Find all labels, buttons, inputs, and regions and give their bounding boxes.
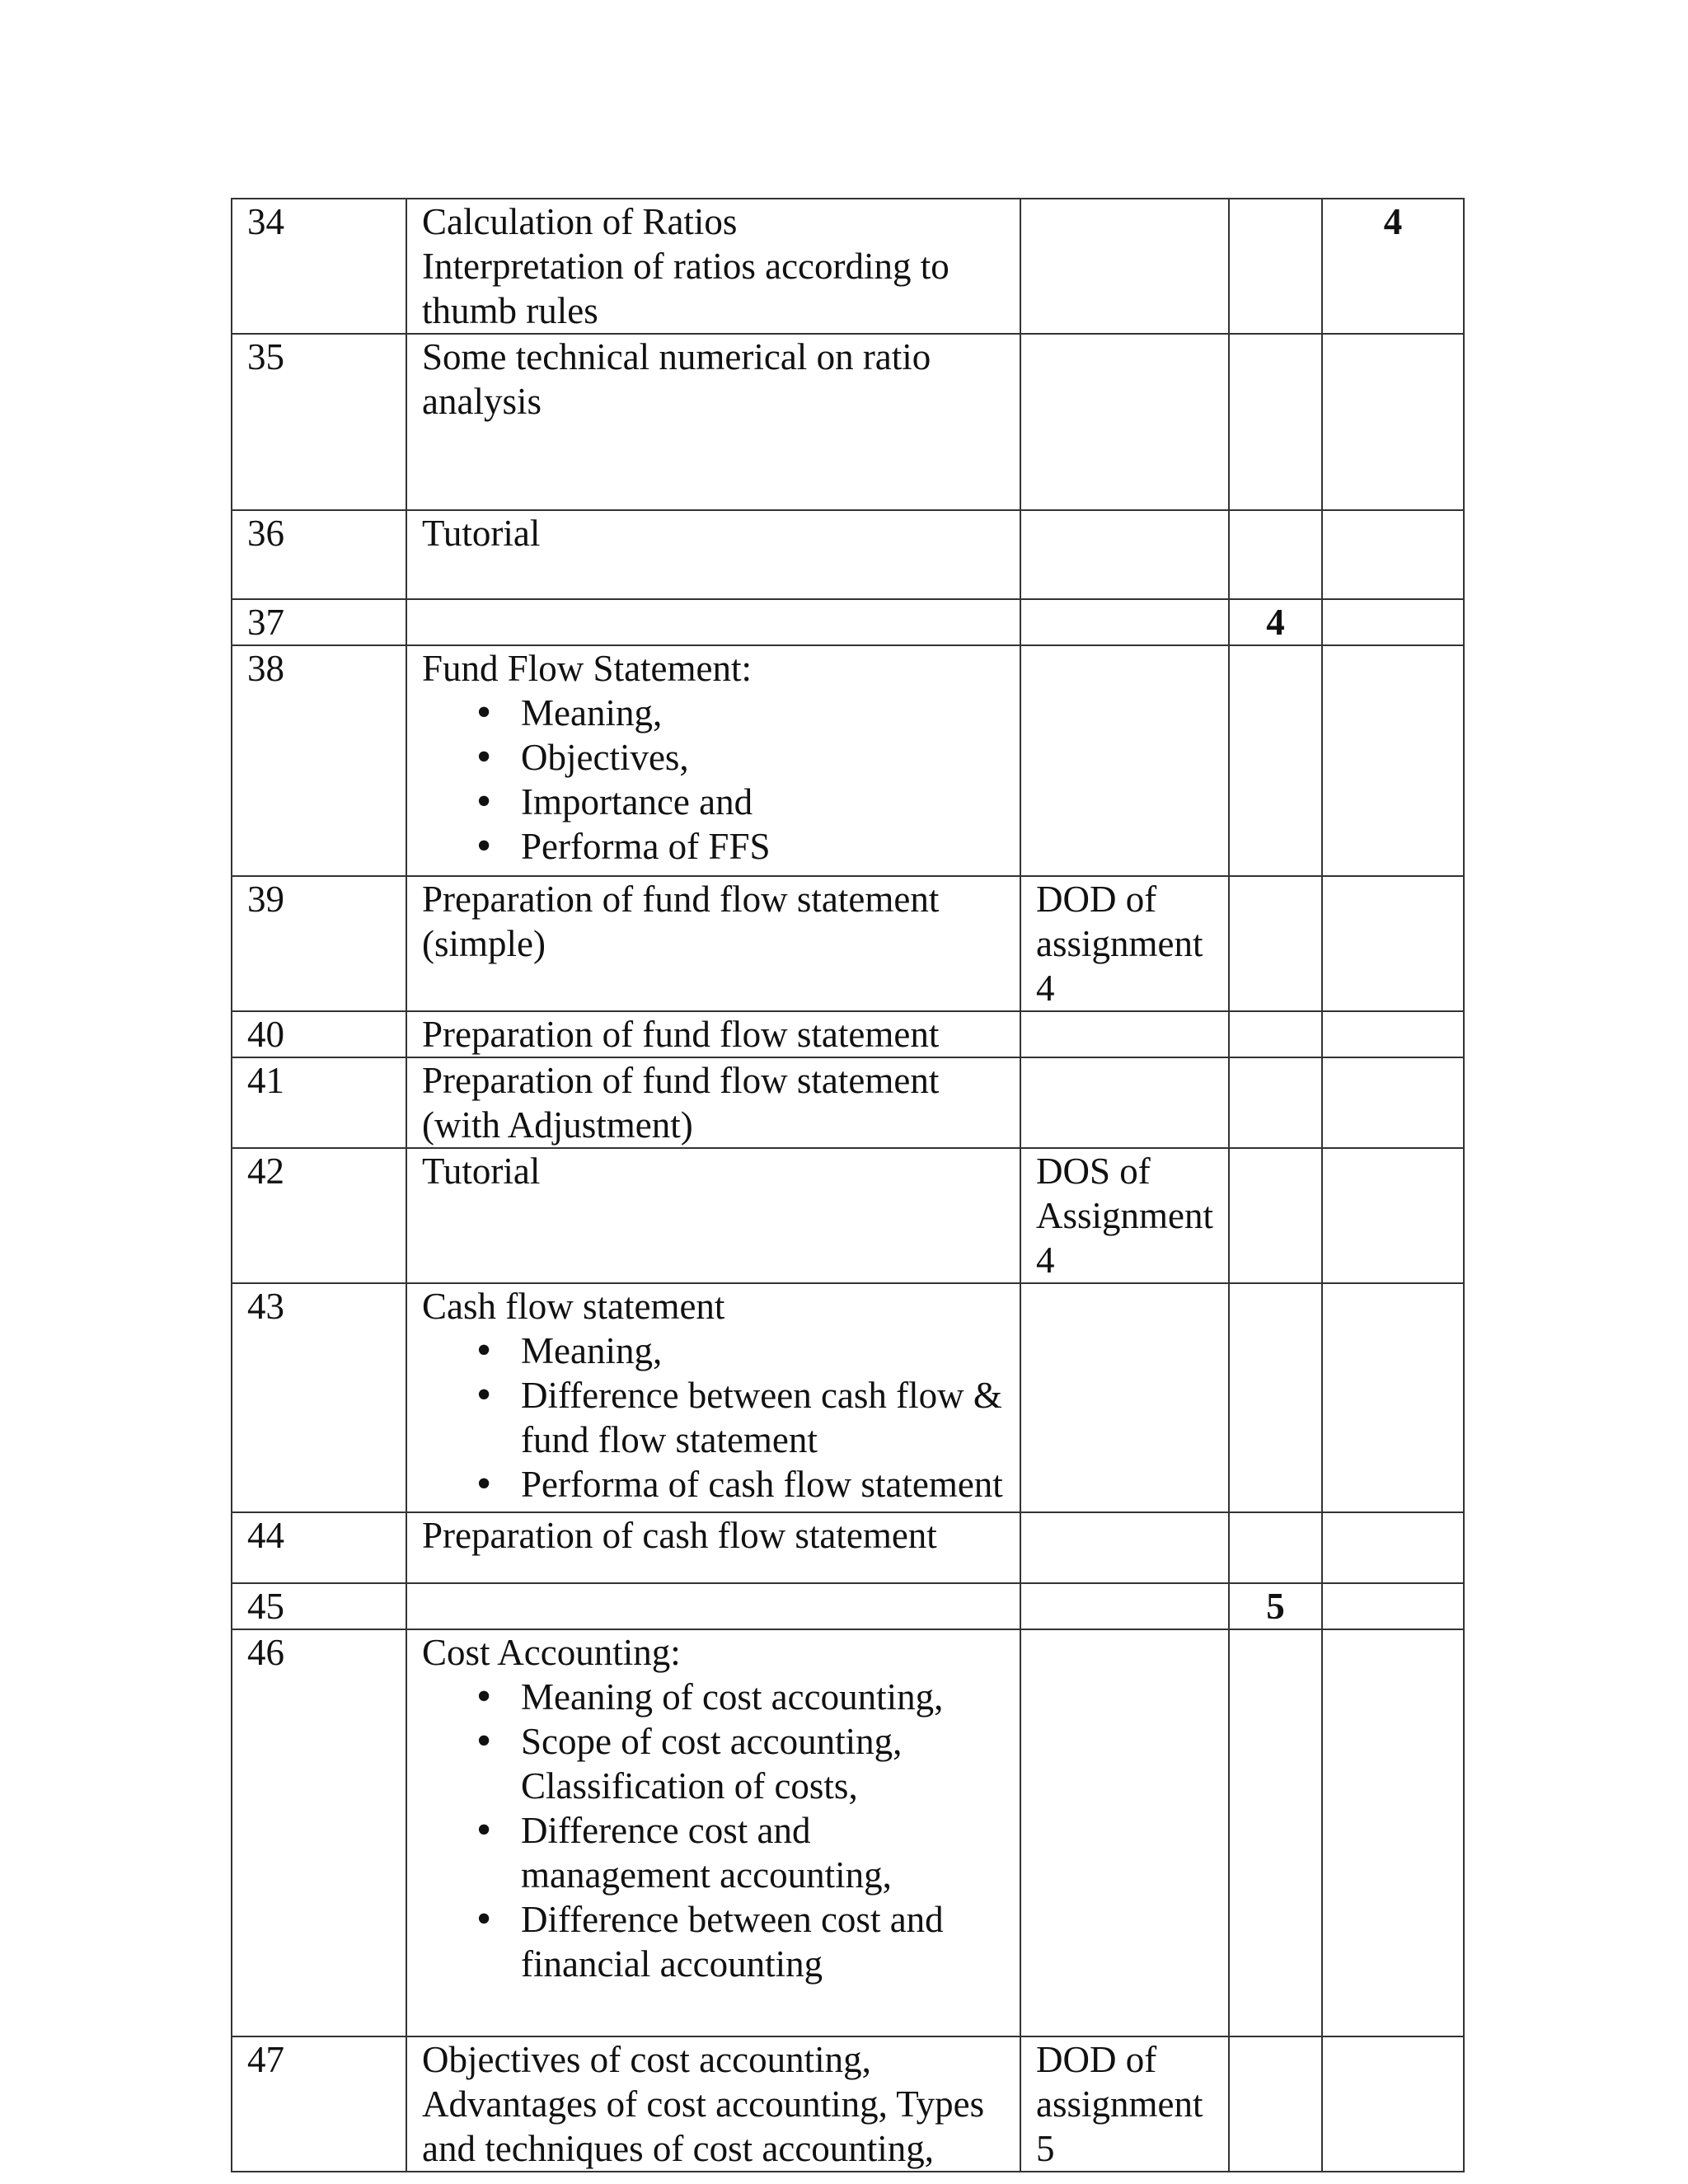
- table-row: [232, 1148, 1464, 1283]
- topic-text: Calculation of Ratios: [422, 201, 738, 242]
- assignment-cell: DOD of assignment 4: [1020, 876, 1229, 1011]
- topic-bullet-list: [422, 1675, 1005, 1986]
- topic-cell: [406, 2036, 1020, 2172]
- topic-text: Preparation of fund flow statement (with Adjustment): [422, 1060, 940, 1146]
- unit-cell: [1229, 1629, 1322, 2036]
- lecture-number-cell: 45: [232, 1583, 406, 1629]
- marker-cell: [1322, 334, 1464, 510]
- assignment-cell: [1020, 1057, 1229, 1148]
- lecture-number-cell: 34: [232, 199, 406, 334]
- topic-text: Cost Accounting:: [422, 1632, 681, 1673]
- unit-cell: [1229, 199, 1322, 334]
- unit-cell: [1229, 1512, 1322, 1583]
- topic-text: Preparation of cash flow statement: [422, 1515, 937, 1556]
- topic-bullet-item: • Performa of cash flow statement: [422, 1462, 1005, 1507]
- topic-bullet-list: [422, 691, 1005, 869]
- topic-text: Interpretation of ratios according to thumb rules: [422, 246, 950, 331]
- topic-cell: [406, 510, 1020, 599]
- marker-cell: [1322, 1583, 1464, 1629]
- marker-cell: [1322, 1629, 1464, 2036]
- topic-bullet-item: • Meaning,: [422, 1329, 1005, 1373]
- table-row: [232, 645, 1464, 876]
- assignment-cell: [1020, 599, 1229, 645]
- marker-cell: [1322, 1011, 1464, 1057]
- unit-cell: [1229, 510, 1322, 599]
- topic-cell: [406, 199, 1020, 334]
- table-row: [232, 1583, 1464, 1629]
- unit-cell: [1229, 2036, 1322, 2172]
- topic-bullet-item: • Difference cost and management accounting,: [422, 1808, 1005, 1897]
- lecture-number-cell: 39: [232, 876, 406, 1011]
- unit-cell: [1229, 1283, 1322, 1512]
- unit-cell: [1229, 1057, 1322, 1148]
- marker-cell: [1322, 1512, 1464, 1583]
- topic-cell: [406, 599, 1020, 645]
- table-row: [232, 599, 1464, 645]
- table-row: [232, 510, 1464, 599]
- lecture-number-cell: 43: [232, 1283, 406, 1512]
- lecture-number-cell: 40: [232, 1011, 406, 1057]
- unit-cell: [1229, 1011, 1322, 1057]
- lecture-number-cell: 41: [232, 1057, 406, 1148]
- unit-cell: [1229, 645, 1322, 876]
- topic-bullet-item: • Importance and: [422, 780, 1005, 824]
- table-row: [232, 1512, 1464, 1583]
- assignment-cell: [1020, 1583, 1229, 1629]
- topic-text: Some technical numerical on ratio analysis: [422, 336, 931, 422]
- topic-cell: [406, 1011, 1020, 1057]
- topic-bullet-item: • Difference between cash flow & fund flow statement: [422, 1373, 1005, 1462]
- table-row: [232, 1629, 1464, 2036]
- marker-cell: [1322, 510, 1464, 599]
- topic-text: Tutorial: [422, 513, 541, 554]
- unit-cell: [1229, 1148, 1322, 1283]
- marker-cell: [1322, 876, 1464, 1011]
- table-row: [232, 1057, 1464, 1148]
- marker-cell: [1322, 1057, 1464, 1148]
- marker-cell: 4: [1322, 199, 1464, 334]
- table-body: [232, 199, 1464, 2172]
- unit-cell: 4: [1229, 599, 1322, 645]
- lecture-number-cell: 35: [232, 334, 406, 510]
- table-row: [232, 1011, 1464, 1057]
- topic-cell: [406, 1583, 1020, 1629]
- topic-cell: [406, 645, 1020, 876]
- topic-text: Cash flow statement: [422, 1286, 725, 1327]
- marker-cell: [1322, 1148, 1464, 1283]
- topic-text: Tutorial: [422, 1151, 541, 1192]
- table-row: [232, 199, 1464, 334]
- marker-cell: [1322, 2036, 1464, 2172]
- topic-cell: [406, 1512, 1020, 1583]
- lecture-plan-table: [231, 198, 1465, 2172]
- topic-cell: [406, 876, 1020, 1011]
- topic-text: Preparation of fund flow statement (simple): [422, 879, 940, 964]
- topic-bullet-item: • Objectives,: [422, 735, 1005, 780]
- unit-cell: [1229, 876, 1322, 1011]
- unit-cell: 5: [1229, 1583, 1322, 1629]
- assignment-cell: [1020, 510, 1229, 599]
- lecture-number-cell: 37: [232, 599, 406, 645]
- topic-cell: [406, 1057, 1020, 1148]
- lecture-number-cell: 46: [232, 1629, 406, 2036]
- lecture-number-cell: 47: [232, 2036, 406, 2172]
- assignment-cell: [1020, 1011, 1229, 1057]
- topic-bullet-item: • Meaning,: [422, 691, 1005, 735]
- topic-bullet-list: [422, 1329, 1005, 1507]
- assignment-cell: [1020, 199, 1229, 334]
- topic-bullet-item: • Performa of FFS: [422, 824, 1005, 869]
- assignment-cell: DOS of Assignment 4: [1020, 1148, 1229, 1283]
- marker-cell: [1322, 645, 1464, 876]
- lecture-number-cell: 38: [232, 645, 406, 876]
- assignment-cell: [1020, 1512, 1229, 1583]
- topic-bullet-item: • Difference between cost and financial accounting: [422, 1897, 1005, 1986]
- marker-cell: [1322, 599, 1464, 645]
- unit-cell: [1229, 334, 1322, 510]
- topic-cell: [406, 1148, 1020, 1283]
- table-row: [232, 876, 1464, 1011]
- table-row: [232, 1283, 1464, 1512]
- topic-cell: [406, 1283, 1020, 1512]
- topic-text: Preparation of fund flow statement: [422, 1014, 940, 1055]
- topic-bullet-item: • Scope of cost accounting, Classification of costs,: [422, 1719, 1005, 1808]
- lecture-number-cell: 36: [232, 510, 406, 599]
- topic-cell: [406, 1629, 1020, 2036]
- marker-cell: [1322, 1283, 1464, 1512]
- topic-cell: [406, 334, 1020, 510]
- topic-bullet-item: • Meaning of cost accounting,: [422, 1675, 1005, 1719]
- assignment-cell: [1020, 1283, 1229, 1512]
- assignment-cell: DOD of assignment 5: [1020, 2036, 1229, 2172]
- table-row: [232, 2036, 1464, 2172]
- topic-text: Objectives of cost accounting, Advantages of cost accounting, Types and techniques of cost accounting,: [422, 2039, 985, 2169]
- assignment-cell: [1020, 334, 1229, 510]
- lecture-number-cell: 42: [232, 1148, 406, 1283]
- assignment-cell: [1020, 1629, 1229, 2036]
- topic-text: Fund Flow Statement:: [422, 648, 753, 689]
- lecture-number-cell: 44: [232, 1512, 406, 1583]
- table-row: [232, 334, 1464, 510]
- assignment-cell: [1020, 645, 1229, 876]
